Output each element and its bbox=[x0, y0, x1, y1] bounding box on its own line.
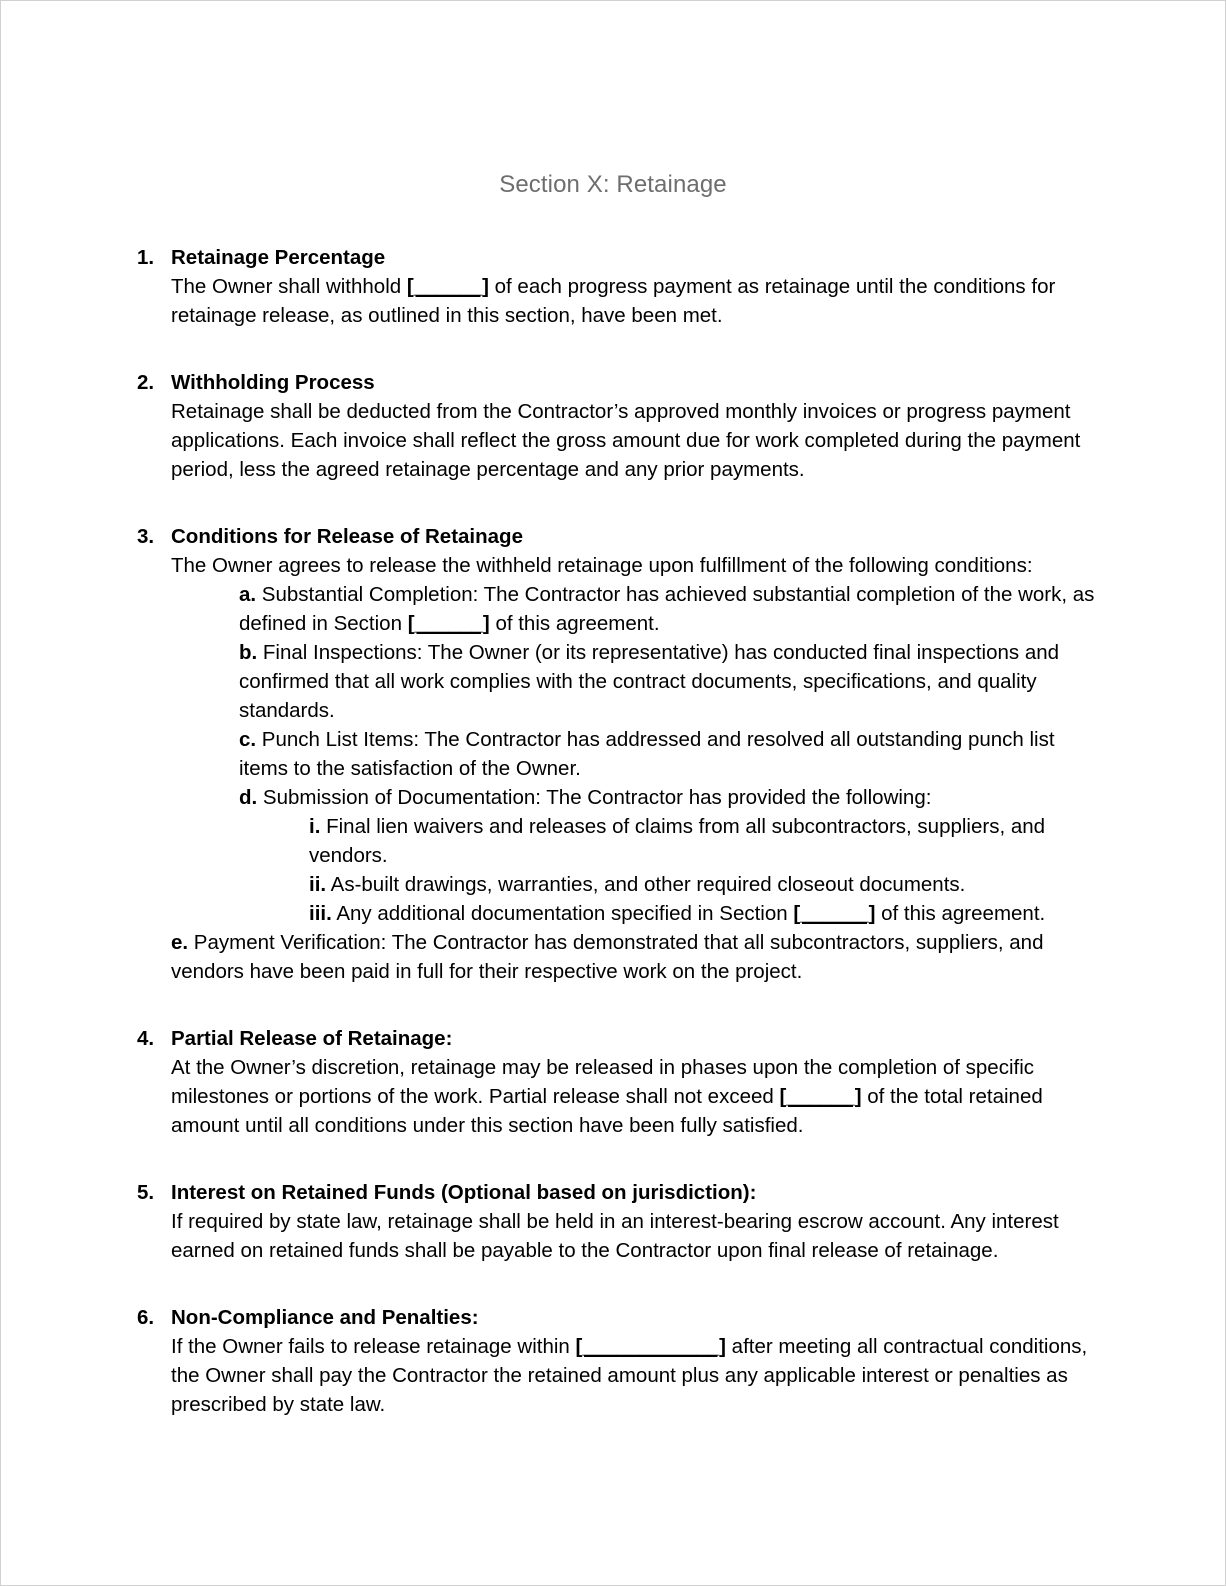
sub-list-3 bbox=[171, 580, 1099, 986]
sub-item-a-text-after: of this agreement. bbox=[489, 612, 660, 635]
item-4-text-before: At the Owner’s discretion, retainage may be released in phases upon the completion of specific milestones or portions of the work. Partial release shall not exceed bbox=[171, 1056, 1035, 1108]
sub-item-c bbox=[171, 725, 1099, 783]
item-number-3: 3. bbox=[137, 525, 155, 548]
list-item-2 bbox=[137, 368, 1099, 484]
sub-item-a-marker: a. bbox=[239, 583, 257, 606]
page-title: Section X: Retainage bbox=[499, 171, 727, 198]
blank-field-substantial-completion-section[interactable]: [______] bbox=[407, 612, 490, 635]
roman-item-iii bbox=[171, 899, 1099, 928]
item-heading-5: Interest on Retained Funds (Optional based on jurisdiction): bbox=[171, 1181, 757, 1204]
item-number-1: 1. bbox=[137, 246, 155, 269]
item-number-6: 6. bbox=[137, 1306, 155, 1329]
sub-item-d-text: Submission of Documentation: The Contractor has provided the following: bbox=[257, 786, 932, 809]
list-item-3 bbox=[137, 522, 1099, 986]
sub-item-c-text: Punch List Items: The Contractor has addressed and resolved all outstanding punch list items to the satisfaction of the Owner. bbox=[239, 728, 1055, 780]
roman-item-ii-marker: ii. bbox=[309, 873, 327, 896]
sub-item-b-marker: b. bbox=[239, 641, 258, 664]
item-body-1 bbox=[171, 272, 1099, 330]
item-1-text-after: of each progress payment as retainage until the conditions for retainage release, as outlined in this section, have been met. bbox=[171, 275, 1056, 327]
item-body-4 bbox=[171, 1053, 1099, 1140]
item-heading-3: Conditions for Release of Retainage bbox=[171, 525, 523, 548]
item-body-3: The Owner agrees to release the withheld retainage upon fulfillment of the following conditions: bbox=[171, 554, 1033, 577]
list-item-5 bbox=[137, 1178, 1099, 1265]
roman-item-iii-text-after: of this agreement. bbox=[875, 902, 1046, 925]
list-item-1 bbox=[137, 243, 1099, 330]
sub-item-d bbox=[171, 783, 1099, 812]
item-4-text-after: of the total retained amount until all conditions under this section have been fully satisfied. bbox=[171, 1085, 1043, 1137]
item-body-6 bbox=[171, 1332, 1099, 1419]
item-6-text-after: after meeting all contractual conditions, the Owner shall pay the Contractor the retained amount plus any applicable interest or penalties as prescribed by state law. bbox=[171, 1335, 1088, 1416]
item-number-5: 5. bbox=[137, 1181, 155, 1204]
item-number-2: 2. bbox=[137, 371, 155, 394]
item-number-4: 4. bbox=[137, 1027, 155, 1050]
item-heading-4: Partial Release of Retainage: bbox=[171, 1027, 453, 1050]
list-item-4 bbox=[137, 1024, 1099, 1140]
roman-item-i-marker: i. bbox=[309, 815, 321, 838]
roman-item-i-text: Final lien waivers and releases of claims from all subcontractors, suppliers, and vendors. bbox=[309, 815, 1046, 867]
sub-item-a-text-before: Substantial Completion: The Contractor has achieved substantial completion of the work, as defined in Section bbox=[239, 583, 1095, 635]
item-body-5: If required by state law, retainage shall be held in an interest-bearing escrow account. Any interest earned on retained funds shall be payable to the Contractor upon final release of retainage. bbox=[171, 1210, 1059, 1262]
item-heading-1: Retainage Percentage bbox=[171, 246, 386, 269]
sub-item-d-marker: d. bbox=[239, 786, 258, 809]
sub-item-a bbox=[171, 580, 1099, 638]
item-heading-6: Non-Compliance and Penalties: bbox=[171, 1306, 479, 1329]
document-body bbox=[1, 243, 1225, 1419]
list-item-6 bbox=[137, 1303, 1099, 1419]
blank-field-retainage-percentage[interactable]: [______] bbox=[406, 275, 489, 298]
sub-item-b bbox=[171, 638, 1099, 725]
sub-item-e-text: Payment Verification: The Contractor has demonstrated that all subcontractors, suppliers, and vendors have been paid in full for their respective work on the project. bbox=[171, 931, 1044, 983]
blank-field-release-deadline[interactable]: [____________] bbox=[575, 1335, 726, 1358]
roman-item-iii-text-before: Any additional documentation specified in Section bbox=[331, 902, 794, 925]
item-heading-2: Withholding Process bbox=[171, 371, 375, 394]
item-body-2: Retainage shall be deducted from the Contractor’s approved monthly invoices or progress payment applications. Each invoice shall reflect the gross amount due for work completed during the payment period, less the agreed retainage percentage and any prior payments. bbox=[171, 400, 1081, 481]
sub-item-e bbox=[171, 928, 1099, 986]
roman-item-i bbox=[171, 812, 1099, 870]
sub-item-b-text: Final Inspections: The Owner (or its representative) has conducted final inspections and confirmed that all work complies with the contract documents, specifications, and quality standards. bbox=[239, 641, 1060, 722]
roman-item-ii bbox=[171, 870, 1099, 899]
item-6-text-before: If the Owner fails to release retainage within bbox=[171, 1335, 576, 1358]
sub-item-e-marker: e. bbox=[171, 931, 189, 954]
roman-item-ii-text: As-built drawings, warranties, and other required closeout documents. bbox=[326, 873, 966, 896]
blank-field-partial-release-limit[interactable]: [______] bbox=[779, 1085, 862, 1108]
roman-item-iii-marker: iii. bbox=[309, 902, 332, 925]
blank-field-additional-documentation-section[interactable]: [______] bbox=[793, 902, 876, 925]
sub-item-c-marker: c. bbox=[239, 728, 257, 751]
item-1-text-before: The Owner shall withhold bbox=[171, 275, 407, 298]
roman-list-d bbox=[171, 812, 1099, 928]
